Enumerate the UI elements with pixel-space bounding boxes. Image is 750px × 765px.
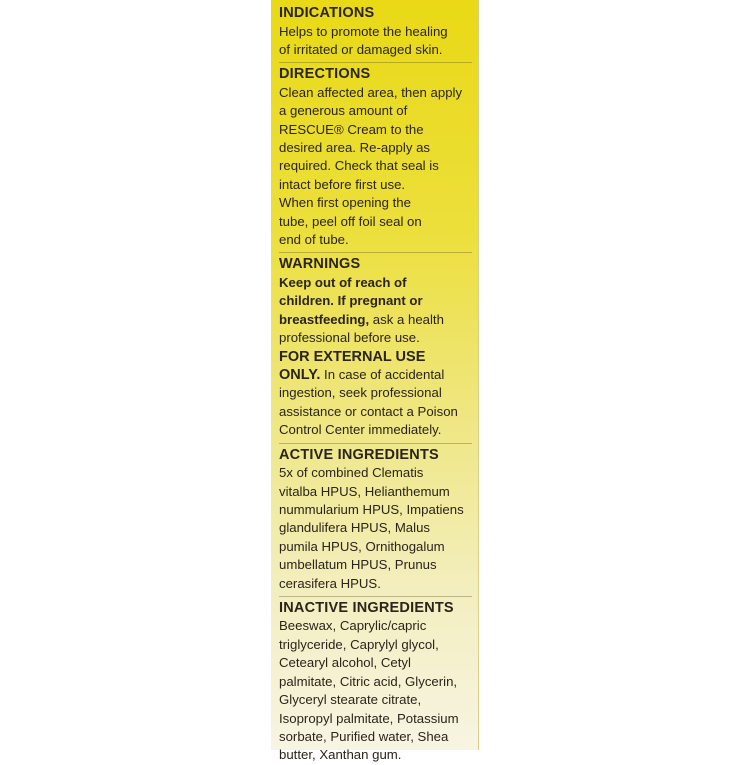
indications-section	[279, 4, 472, 59]
warnings-text	[279, 274, 472, 348]
active-ingredients-section	[279, 446, 472, 593]
active-ingredients-heading: ACTIVE INGREDIENTS	[279, 446, 439, 463]
external-use-heading: FOR EXTERNAL USE ONLY.	[279, 348, 426, 383]
inactive-ingredients-section	[279, 599, 472, 765]
directions-section	[279, 65, 472, 249]
indications-text: Helps to promote the healing of irritated or damaged skin.	[279, 23, 448, 57]
divider	[279, 252, 472, 253]
warnings-heading: WARNINGS	[279, 256, 361, 273]
warnings-section	[279, 255, 472, 439]
label-panel	[271, 0, 479, 763]
active-ingredients-text: 5x of combined Clematis vitalba HPUS, Helianthemum nummularium HPUS, Impatiens glandulifera HPUS, Malus pumila HPUS, Ornithogalum umbellatum HPUS, Prunus cerasifera HPUS.	[279, 465, 464, 591]
directions-text: Clean affected area, then apply a generous amount of RESCUE® Cream to the desired area. Re-apply as required. Check that seal is intact before first use. When first opening the tube, peel off foil seal on end of tube.	[279, 84, 463, 248]
divider	[279, 62, 472, 63]
indications-heading: INDICATIONS	[279, 5, 375, 21]
inactive-ingredients-text: Beeswax, Caprylic/capric triglyceride, Caprylyl glycol, Cetearyl alcohol, Cetyl palmitate, Citric acid, Glycerin, Glyceryl stearate citrate, Isopropyl palmitate, Potassium sorbate, Purified water, Shea butter, Xanthan gum.	[279, 618, 459, 763]
warnings-plain-text: ask a health professional before use.	[279, 311, 444, 346]
warnings-bold-text: Keep out of reach of children. If pregnant or breastfeeding,	[279, 274, 423, 327]
inactive-ingredients-heading: INACTIVE INGREDIENTS	[279, 599, 454, 616]
directions-heading: DIRECTIONS	[279, 66, 371, 83]
divider	[279, 443, 472, 444]
external-use-text	[279, 348, 472, 440]
external-use-plain-text: In case of accidental ingestion, seek professional assistance or contact a Poison Control Center immediately.	[279, 367, 458, 438]
divider	[279, 596, 472, 597]
